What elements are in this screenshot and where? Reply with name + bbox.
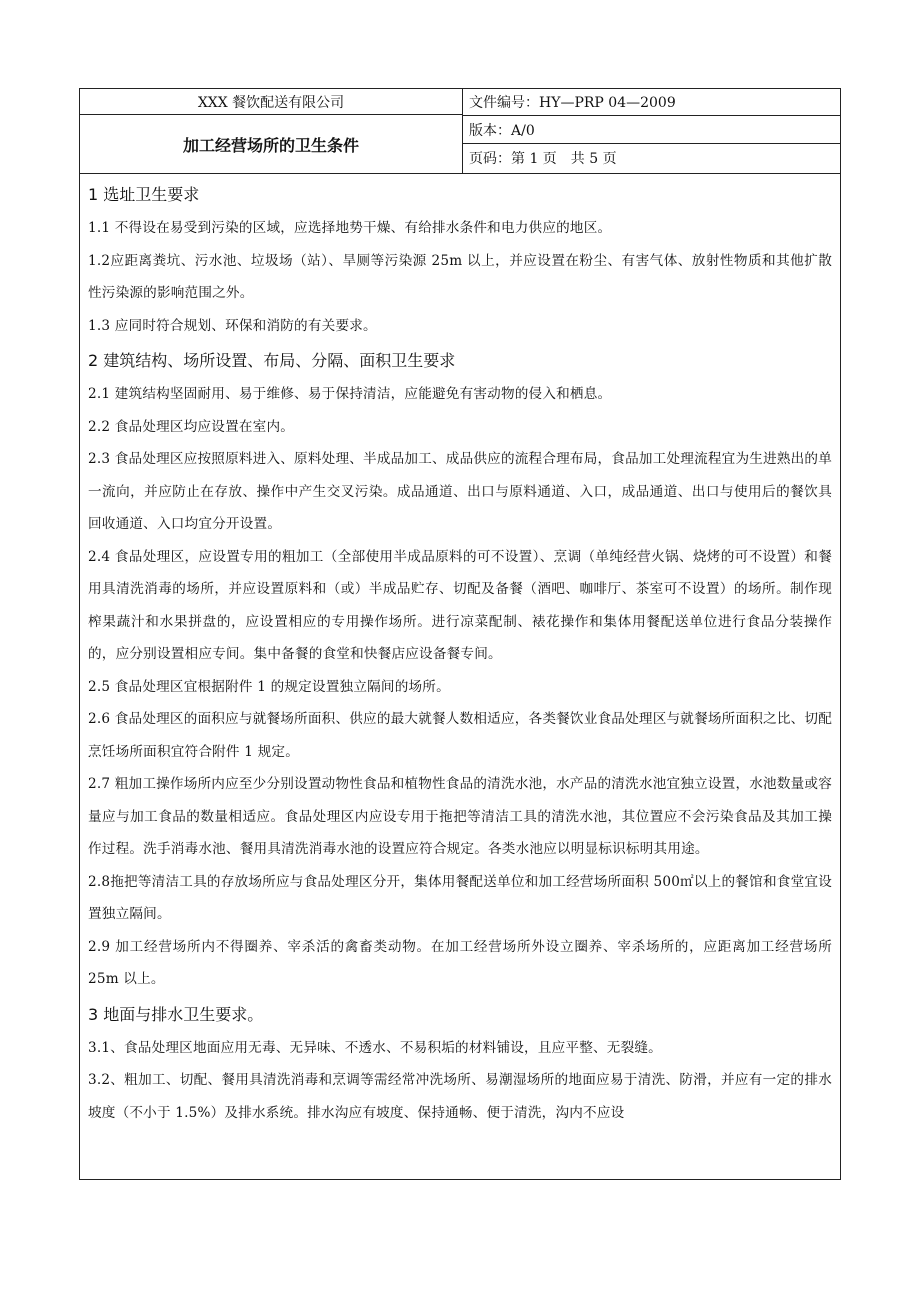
paragraph: 1.2应距离粪坑、污水池、垃圾场（站）、旱厕等污染源 25m 以上，并应设置在粉尘、有害气体、放射性物质和其他扩散性污染源的影响范围之外。 [88,252,832,301]
paragraph: 2.4 食品处理区，应设置专用的粗加工（全部使用半成品原料的可不设置）、烹调（单纯经营火锅、烧烤的可不设置）和餐用具清洗消毒的场所，并应设置原料和（或）半成品贮存、切配及备餐（酒吧、咖啡厅、茶室可不设置）的场所。制作现榨果蔬汁和水果拼盘的，应设置相应的专用操作场所。进行凉菜配制、裱花操作和集体用餐配送单位进行食品分装操作的，应分别设置相应专间。集中备餐的食堂和快餐店应设备餐专间。 [88,548,832,662]
document-number: 文件编号：HY—PRP 04—2009 [469,95,676,111]
paragraph: 3.2、粗加工、切配、餐用具清洗消毒和烹调等需经常冲洗场所、易潮湿场所的地面应易于清洗、防滑，并应有一定的排水坡度（不小于 1.5%）及排水系统。排水沟应有坡度、保持通畅、便于清洗，沟内不应设 [88,1072,832,1121]
paragraph: 2.8拖把等清洁工具的存放场所应与食品处理区分开，集体用餐配送单位和加工经营场所面积 500㎡以上的餐馆和食堂宜设置独立隔间。 [88,873,832,922]
paragraph: 2.6 食品处理区的面积应与就餐场所面积、供应的最大就餐人数相适应，各类餐饮业食品处理区与就餐场所面积之比、切配烹饪场所面积宜符合附件 1 规定。 [88,711,833,760]
section-heading: 2 建筑结构、场所设置、布局、分隔、面积卫生要求 [88,351,456,370]
paragraph: 1.3 应同时符合规划、环保和消防的有关要求。 [88,317,377,334]
paragraph: 2.7 粗加工操作场所内应至少分别设置动物性食品和植物性食品的清洗水池，水产品的清洗水池宜独立设置，水池数量或容量应与加工食品的数量相适应。食品处理区内应设专用于拖把等清洁工具的清洗水池，其位置应不会污染食品及其加工操作过程。洗手消毒水池、餐用具清洗消毒水池的设置应符合规定。各类水池应以明显标识标明其用途。 [88,776,833,857]
paragraph: 2.3 食品处理区应按照原料进入、原料处理、半成品加工、成品供应的流程合理布局，食品加工处理流程宜为生进熟出的单一流向，并应防止在存放、操作中产生交叉污染。成品通道、出口与原料通道、入口，成品通道、出口与使用后的餐饮具回收通道、入口均宜分开设置。 [88,451,833,532]
document-page [79,88,841,1180]
paragraph: 1.1 不得设在易受到污染的区域，应选择地势干燥、有给排水条件和电力供应的地区。 [88,220,612,236]
paragraph: 2.9 加工经营场所内不得圈养、宰杀活的禽畜类动物。在加工经营场所外设立圈养、宰杀场所的，应距离加工经营场所 25m 以上。 [88,938,832,987]
company-name: XXX 餐饮配送有限公司 [80,89,462,115]
section-heading: 3 地面与排水卫生要求。 [88,1004,264,1024]
paragraph: 2.2 食品处理区均应设置在室内。 [88,418,295,435]
page-info: 页码：第 1 页 共 5 页 [463,143,840,172]
paragraph: 2.1 建筑结构坚固耐用、易于维修、易于保持清洁，应能避免有害动物的侵入和栖息。 [88,386,612,402]
document-title: 加工经营场所的卫生条件 [182,135,359,155]
header-right-cells [463,89,840,173]
document-version: 版本：A/0 [463,115,840,143]
header-left-cells [80,89,463,173]
document-header-table [80,89,840,174]
paragraph: 2.5 食品处理区宜根据附件 1 的规定设置独立隔间的场所。 [88,678,450,695]
paragraph: 3.1、食品处理区地面应用无毒、无异味、不透水、不易积垢的材料铺设，且应平整、无裂缝。 [88,1039,662,1056]
section-heading: 1 选址卫生要求 [88,185,200,204]
document-body [80,174,840,1129]
